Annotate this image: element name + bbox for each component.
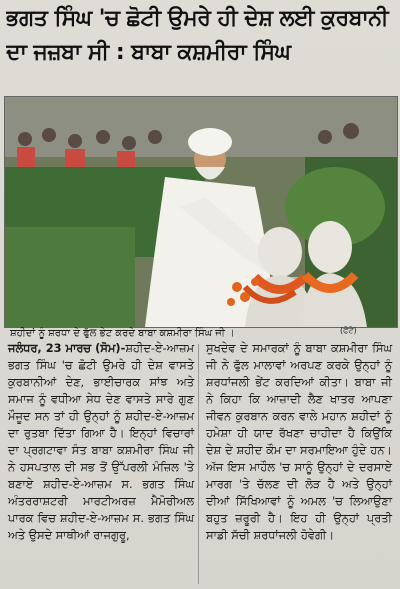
- photo-credit: (ਫੋਟੋ): [340, 326, 357, 335]
- dateline: ਜਲੰਧਰ, 23 ਮਾਰਚ (ਸੋਮ)-: [8, 341, 126, 355]
- right-column-body: ਸੁਖਦੇਵ ਦੇ ਸਮਾਰਕਾਂ ਨੂੰ ਬਾਬਾ ਕਸ਼ਮੀਰਾ ਸਿੰਘ ਜੀ ਨੇ ਫੁੱਲ ਮਾਲਾਵਾਂ ਅਰਪਣ ਕਰਕੇ ਉਨ੍ਹਾਂ ਨੂੰ ਸ਼ਰਧਾਂਜਲੀ ਭੇਂਟ ਕਰਦਿਆਂ ਕੀਤਾ। ਬਾਬਾ ਜੀ ਨੇ ਕਿਹਾ ਕਿ ਆਜ਼ਾਦੀ ਲੈਣ ਖਾਤਰ ਆਪਣਾ ਜੀਵਨ ਕੁਰਬਾਨ ਕਰਨ ਵਾਲੇ ਮਹਾਨ ਸ਼ਹੀਦਾਂ ਨੂੰ ਹਮੇਸ਼ਾ ਹੀ ਯਾਦ ਰੱਖਣਾ ਚਾਹੀਦਾ ਹੈ ਕਿਉਂਕਿ ਦੇਸ਼ ਦੇ ਸ਼ਹੀਦ ਕੌਮ ਦਾ ਸਰਮਾਇਆ ਹੁੰਦੇ ਹਨ। ਅੱਜ ਇਸ ਮਾਹੌਲ 'ਚ ਸਾਨੂੰ ਉਨ੍ਹਾਂ ਦੇ ਦਰਸਾਏ ਮਾਰਗ 'ਤੇ ਚੱਲਣ ਦੀ ਲੋੜ ਹੈ ਅਤੇ ਉਨ੍ਹਾਂ ਦੀਆਂ ਸਿੱਖਿਆਵਾਂ ਨੂੰ ਅਮਲ 'ਚ ਲਿਆਉਣਾ ਬਹੁਤ ਜ਼ਰੂਰੀ ਹੈ। ਇਹ ਹੀ ਉਨ੍ਹਾਂ ਪ੍ਰਤੀ ਸਾਡੀ ਸੱਚੀ ਸ਼ਰਧਾਂਜਲੀ ਹੋਵੇਗੀ।: [206, 341, 392, 542]
- column-divider: [198, 344, 199, 584]
- right-column: [206, 340, 392, 544]
- headline-line-1: ਭਗਤ ਸਿੰਘ 'ਚ ਛੋਟੀ ਉਮਰੇ ਹੀ ਦੇਸ਼ ਲਈ ਕੁਰਬਾਨੀ: [6, 6, 389, 31]
- news-photo: [4, 96, 398, 328]
- photo-caption: ਸ਼ਹੀਦਾਂ ਨੂੰ ਸ਼ਰਧਾ ਦੇ ਫੁੱਲ ਭੇਟ ਕਰਦੇ ਬਾਬਾ ਕਸ਼ਮੀਰਾ ਸਿੰਘ ਜੀ ।: [10, 328, 235, 339]
- left-column-body: ਸ਼ਹੀਦ-ਏ-ਆਜ਼ਮ ਭਗਤ ਸਿੰਘ 'ਚ ਛੋਟੀ ਉਮਰੇ ਹੀ ਦੇਸ਼ ਵਾਸਤੇ ਕੁਰਬਾਨੀਆਂ ਦੇਣ, ਭਾਈਚਾਰਕ ਸਾਂਝ ਅਤੇ ਸਮਾਜ ਨੂੰ ਵਧੀਆ ਸੇਧ ਦੇਣ ਵਾਸਤੇ ਸਾਰੇ ਗੁਣ ਮੌਜੂਦ ਸਨ ਤਾਂ ਹੀ ਉਨ੍ਹਾਂ ਨੂੰ ਸ਼ਹੀਦ-ਏ-ਆਜ਼ਮ ਦਾ ਰੁਤਬਾ ਦਿੱਤਾ ਗਿਆ ਹੈ। ਇਨ੍ਹਾਂ ਵਿਚਾਰਾਂ ਦਾ ਪ੍ਰਗਟਾਵਾ ਸੰਤ ਬਾਬਾ ਕਸ਼ਮੀਰਾ ਸਿੰਘ ਜੀ ਨੇ ਹਸਪਤਾਲ ਦੀ ਸਭ ਤੋਂ ਉੱਪਰਲੀ ਮੰਜ਼ਿਲ 'ਤੇ ਬਣਾਏ ਸ਼ਹੀਦ-ਏ-ਆਜ਼ਮ ਸ. ਭਗਤ ਸਿੰਘ ਅੰਤਰਰਾਸ਼ਟਰੀ ਮਾਰਟੀਅਰਜ਼ ਮੈਮੋਰੀਅਲ ਪਾਰਕ ਵਿਚ ਸ਼ਹੀਦ-ਏ-ਆਜ਼ਮ ਸ. ਭਗਤ ਸਿੰਘ ਅਤੇ ਉਸਦੇ ਸਾਥੀਆਂ ਰਾਜਗੁਰੂ,: [8, 341, 194, 542]
- headline: [6, 2, 396, 70]
- headline-line-2: ਦਾ ਜਜ਼ਬਾ ਸੀ : ਬਾਬਾ ਕਸ਼ਮੀਰਾ ਸਿੰਘ: [6, 40, 291, 65]
- left-column: [8, 340, 194, 544]
